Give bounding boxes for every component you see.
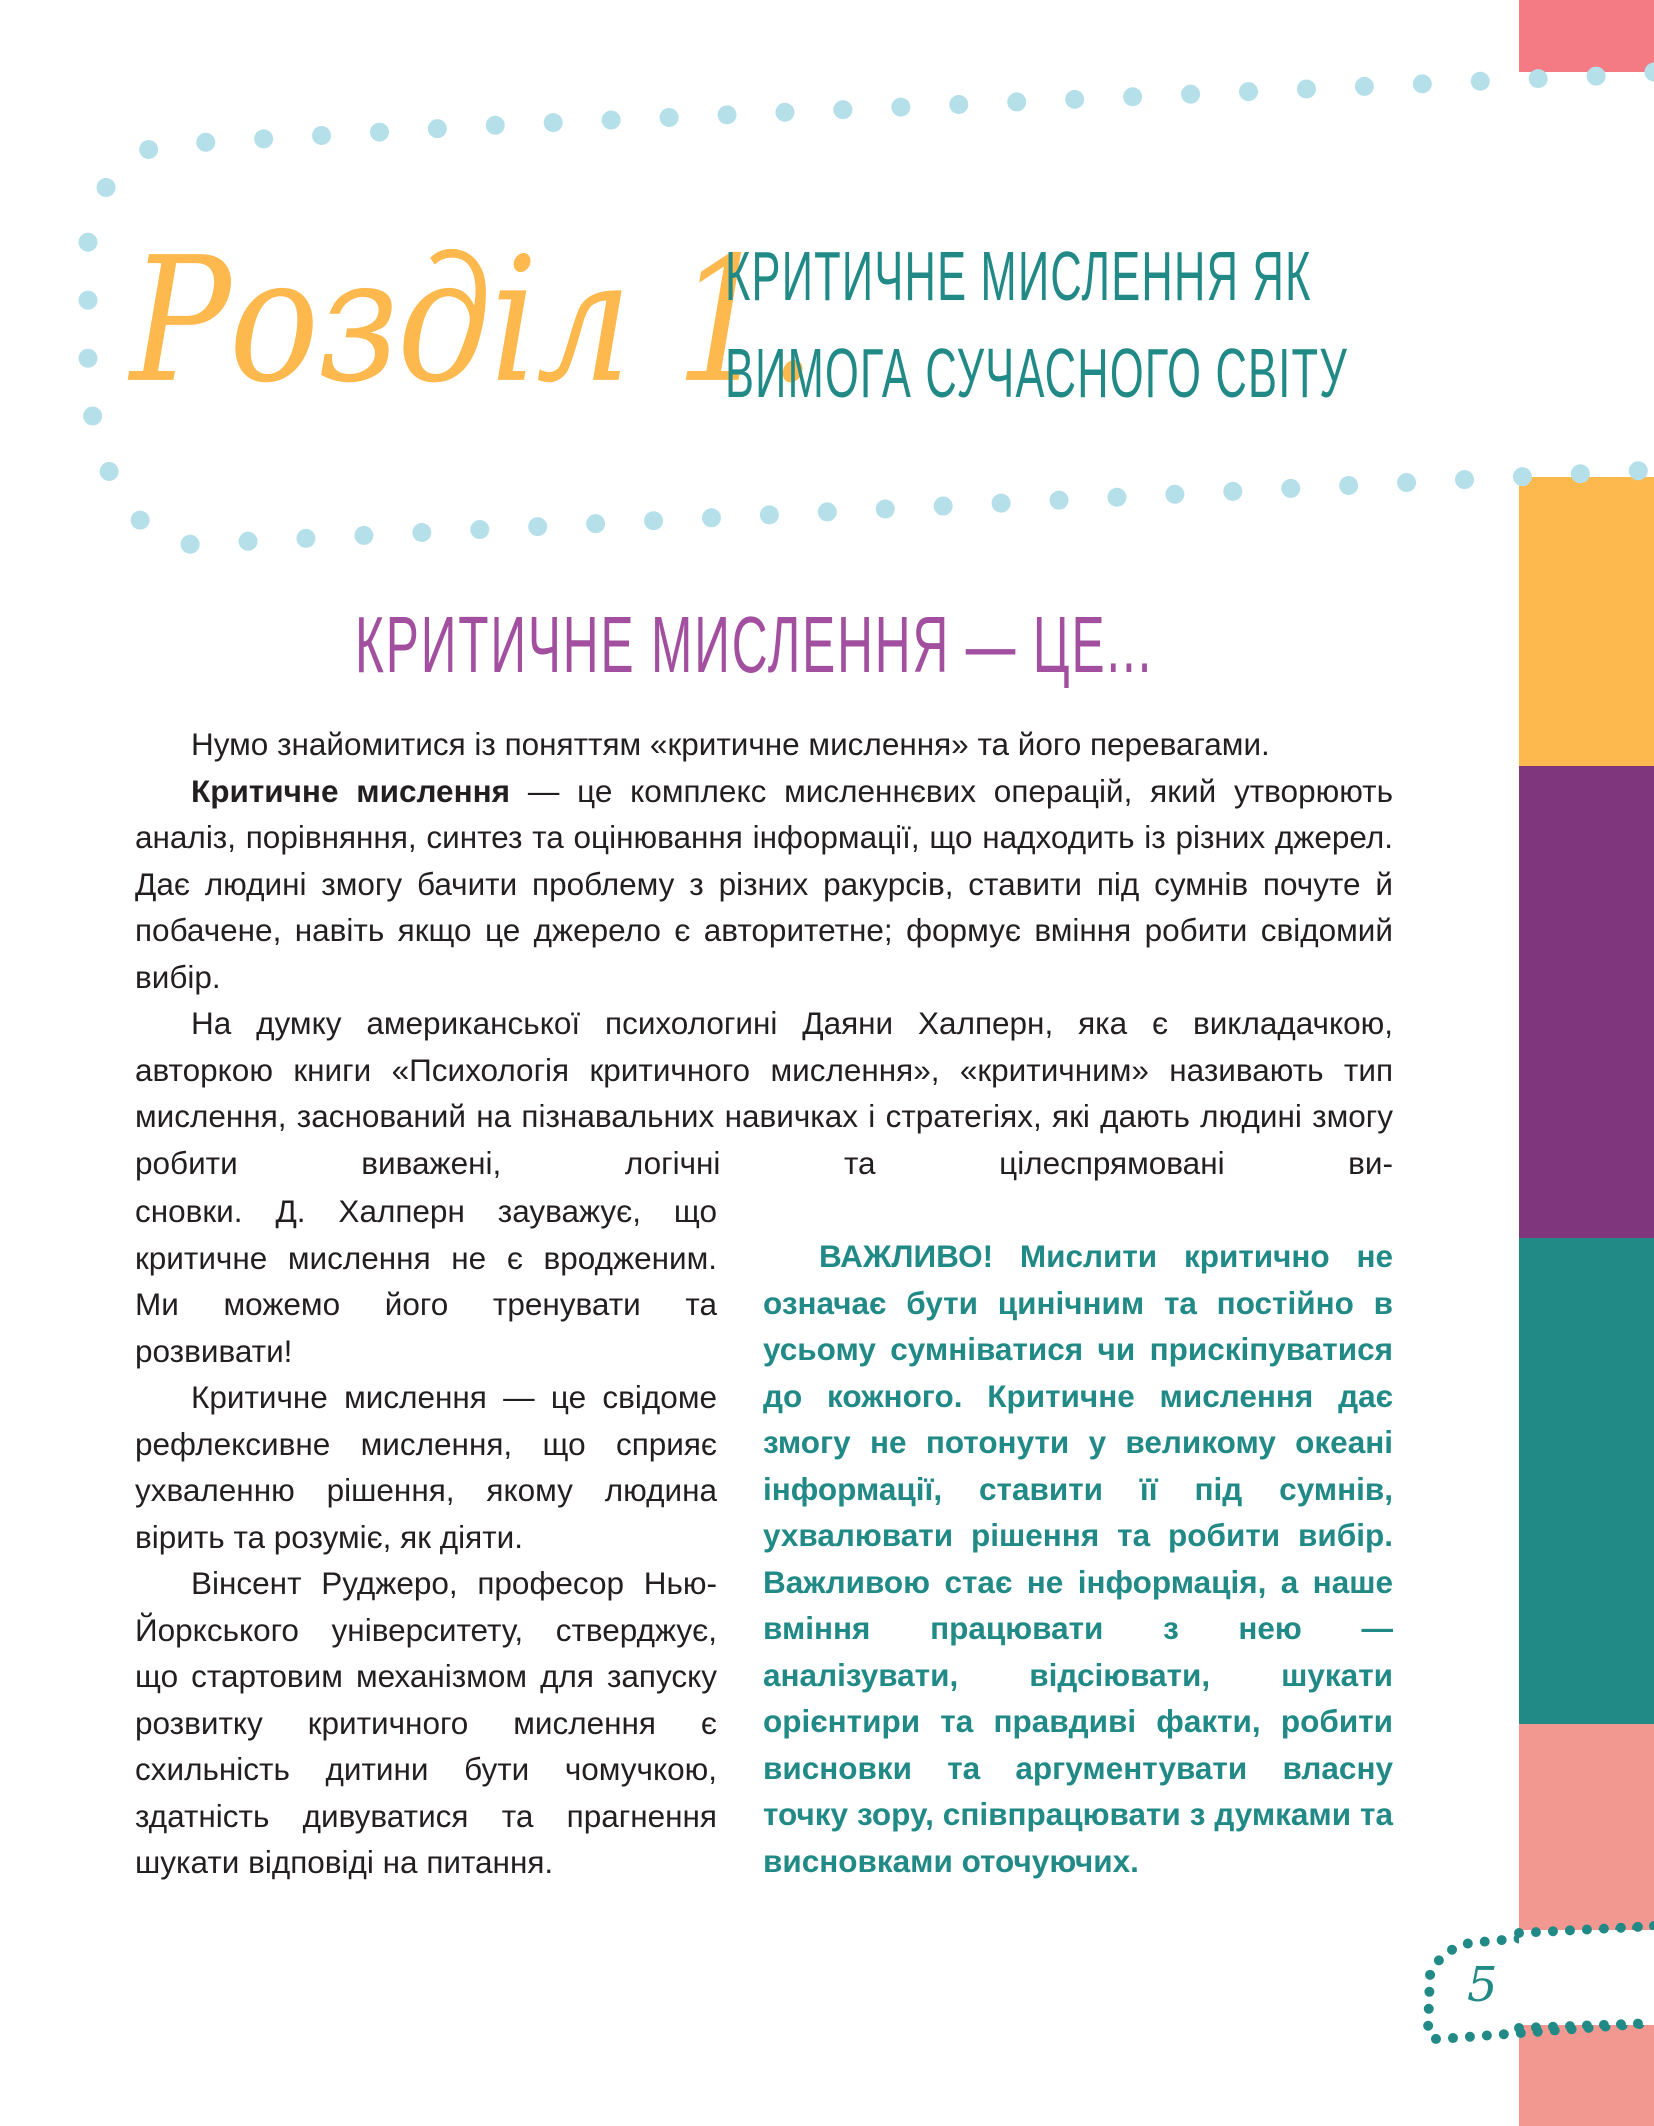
ruggiero-paragraph: Вінсент Руджеро, професор Нью-Йоркського університету, стверджує, що стартовим механізмом для запуску розвитку критичного мислення є схильність дитини бути чомучкою, здатність дивуватися та прагнення шукати відповіді на питання. (135, 1565, 717, 1880)
reflexive-paragraph: Критичне мислення — це свідоме рефлексивне мислення, що сприяє ухваленню рішення, якому людина вірить та розуміє, як діяти. (135, 1379, 717, 1555)
body-text-left-column (135, 1188, 717, 1886)
body-text-full-width (135, 721, 1393, 1186)
chapter-title (725, 228, 1348, 422)
page-number: 5 (1467, 1957, 1498, 2013)
callout-text: ВАЖЛИВО! Мислити критично не означає бути цинічним та постійно в усьому сумніватися чи прискіпуватися до кожного. Критичне мислення дає змогу не потонути у великому океані інформації, ставити її під сумнів, ухвалювати рішення та робити вибір. Важливою стає не інформація, а наше вміння працювати з нею — аналізувати, відсіювати, шукати орієнтири та правдиві факти, робити висновки та аргументувати власну точку зору, співпрацювати з думками та висновками оточуючих. (763, 1238, 1393, 1879)
definition-term: Критичне мислення (191, 772, 511, 809)
chapter-title-line-2: ВИМОГА СУЧАСНОГО СВІТУ (725, 334, 1349, 412)
chapter-label: Розділ 1. (130, 221, 815, 422)
halpern-continuation: сновки. Д. Халперн зауважує, що критичне мислення не є вродженим. Ми можемо його тренувати та розвивати! (135, 1193, 717, 1369)
halpern-paragraph: На думку американської психологині Даяни Халперн, яка є викладачкою, авторкою книги «Психологія критичного мислення», «критичним» називають тип мислення, заснований на пізнавальних навичках і стратегіях, які дають людині змогу робити виважені, логічні та цілеспрямовані ви- (135, 1005, 1393, 1181)
section-title: КРИТИЧНЕ МИСЛЕННЯ — ЦЕ... (355, 600, 1154, 689)
definition-text: — це комплекс мисленнєвих операцій, який утворюють аналіз, порівняння, синтез та оцінювання інформації, що надходить із різних джерел. Дає людині змогу бачити проблему з різних ракурсів, ставити під сумнів почуте й побачене, навіть якщо це джерело є авторитетне; формує вміння робити свідомий вибір. (135, 772, 1393, 995)
chapter-title-line-1: КРИТИЧНЕ МИСЛЕННЯ ЯК (725, 237, 1312, 315)
definition-paragraph (135, 768, 1393, 1001)
important-callout (763, 1233, 1393, 1884)
intro-paragraph: Нумо знайомитися із поняттям «критичне мислення» та його перевагами. (191, 726, 1270, 762)
